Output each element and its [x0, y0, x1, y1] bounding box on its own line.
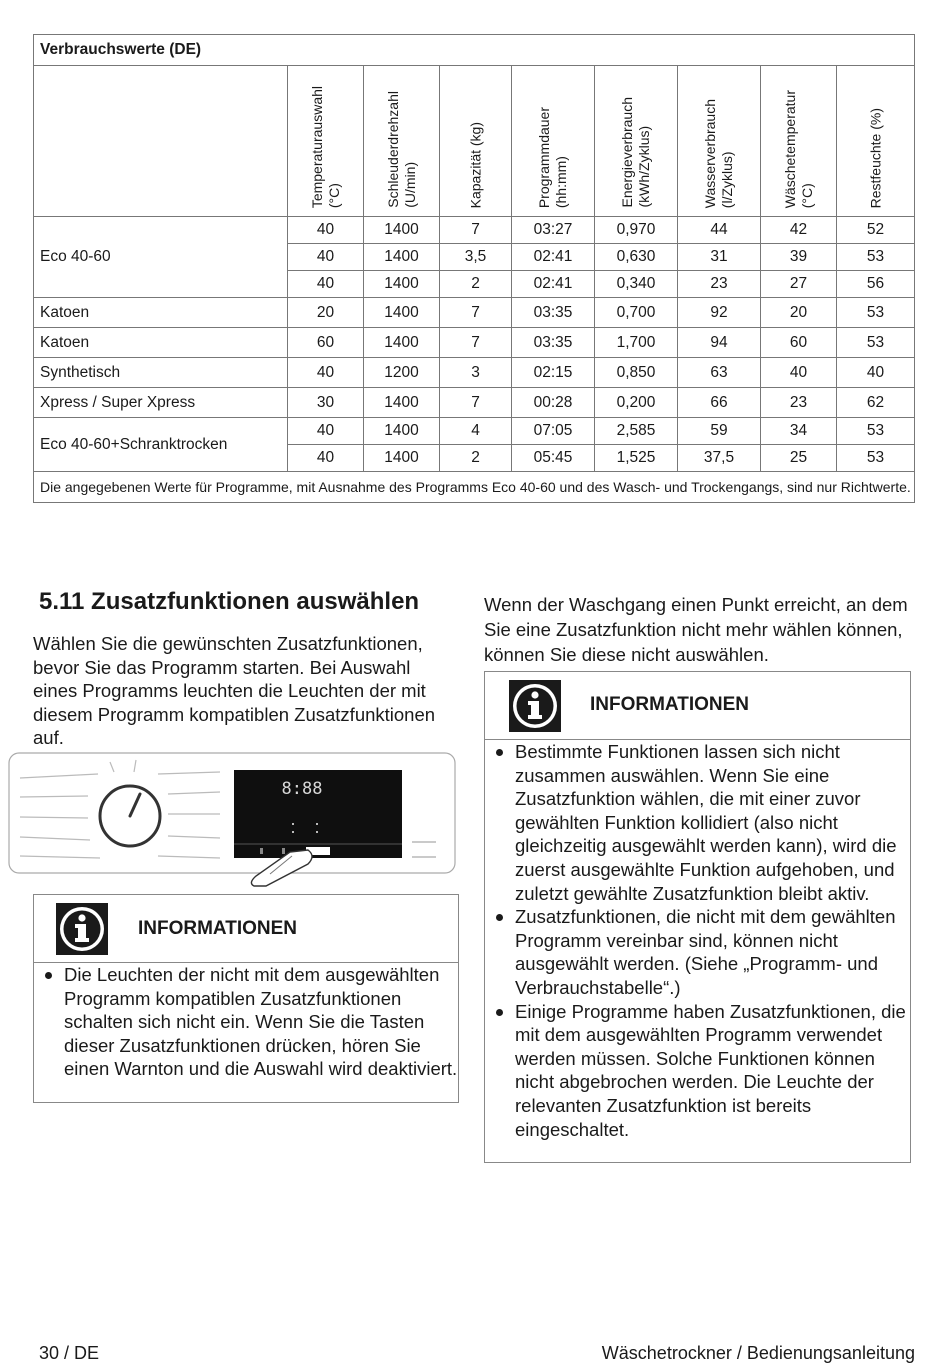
table-cell: 40 [288, 217, 364, 244]
program-name: Eco 40-60+Schranktrocken [34, 418, 288, 472]
table-cell: 20 [761, 298, 837, 328]
table-cell: 05:45 [512, 445, 595, 472]
header-temperature: Temperaturauswahl (°C) [288, 66, 364, 217]
table-cell: 53 [837, 298, 915, 328]
table-cell: 03:35 [512, 298, 595, 328]
table-cell: 02:41 [512, 244, 595, 271]
table-cell: 37,5 [678, 445, 761, 472]
table-cell: 0,340 [595, 271, 678, 298]
table-footnote: Die angegebenen Werte für Programme, mit Ausnahme des Programms Eco 40-60 und des Wasch- und Trockengangs, sind nur Richtwerte. [34, 472, 915, 503]
table-cell: 53 [837, 418, 915, 445]
table-cell: 63 [678, 358, 761, 388]
header-spin-speed: Schleuderdrehzahl (U/min) [364, 66, 440, 217]
table-cell: 53 [837, 445, 915, 472]
table-cell: 42 [761, 217, 837, 244]
table-cell: 92 [678, 298, 761, 328]
program-name: Katoen [34, 328, 288, 358]
table-cell: 3,5 [440, 244, 512, 271]
table-cell: 53 [837, 244, 915, 271]
table-cell: 40 [288, 418, 364, 445]
info-list [485, 740, 910, 1141]
header-capacity: Kapazität (kg) [440, 66, 512, 217]
consumption-table [33, 34, 915, 503]
info-icon [509, 680, 561, 732]
document-title: Wäschetrockner / Bedienungsanleitung [601, 1343, 915, 1363]
table-cell: 1400 [364, 328, 440, 358]
display-digits: 8:88 [281, 779, 323, 799]
table-cell: 1200 [364, 358, 440, 388]
header-blank [34, 66, 288, 217]
table-title: Verbrauchswerte (DE) [34, 35, 915, 66]
table-cell: 40 [288, 244, 364, 271]
table-cell: 2 [440, 445, 512, 472]
table-cell: 31 [678, 244, 761, 271]
info-box-header [485, 672, 910, 740]
table-cell: 1400 [364, 271, 440, 298]
info-box-right [484, 671, 911, 1163]
table-cell: 1400 [364, 217, 440, 244]
table-cell: 0,700 [595, 298, 678, 328]
table-cell: 02:15 [512, 358, 595, 388]
table-cell: 27 [761, 271, 837, 298]
table-cell: 39 [761, 244, 837, 271]
info-item: Zusatzfunktionen, die nicht mit dem gewählten Programm vereinbar sind, können nicht ausgewählt werden. (Siehe „Programm- und Verbrauchstabelle“.) [485, 905, 910, 999]
table-cell: 52 [837, 217, 915, 244]
table-cell: 53 [837, 328, 915, 358]
info-item: Die Leuchten der nicht mit dem ausgewählten Programm kompatiblen Zusatzfunktionen schalten sich nicht ein. Wenn Sie die Tasten dieser Zusatzfunktionen drücken, hören Sie einen Warnton und die Auswahl wird deaktiviert. [34, 963, 458, 1081]
table-row [34, 328, 915, 358]
table-cell: 02:41 [512, 271, 595, 298]
table-cell: 40 [761, 358, 837, 388]
info-box-left [33, 894, 459, 1103]
table-cell: 40 [288, 271, 364, 298]
table-cell: 44 [678, 217, 761, 244]
table-cell: 1400 [364, 445, 440, 472]
table-cell: 2 [440, 271, 512, 298]
info-icon [56, 903, 108, 955]
table-cell: 94 [678, 328, 761, 358]
table-cell: 60 [761, 328, 837, 358]
table-cell: 2,585 [595, 418, 678, 445]
intro-paragraph: Wählen Sie die gewünschten Zusatzfunktionen, bevor Sie das Programm starten. Bei Auswahl eines Programms leuchten die Leuchten der mit diesem Programm kompatiblen Zusatzfunktionen auf. [33, 633, 436, 749]
table-cell: 7 [440, 298, 512, 328]
header-laundry-temperature: Wäschetemperatur (°C) [761, 66, 837, 217]
table-cell: 1400 [364, 418, 440, 445]
table-row [34, 298, 915, 328]
table-cell: 60 [288, 328, 364, 358]
table-row [34, 388, 915, 418]
header-duration: Programmdauer (hh:mm) [512, 66, 595, 217]
header-water: Wasserverbrauch (l/Zyklus) [678, 66, 761, 217]
table-cell: 00:28 [512, 388, 595, 418]
table-cell: 7 [440, 217, 512, 244]
info-list [34, 963, 458, 1081]
table-cell: 40 [288, 358, 364, 388]
table-cell: 07:05 [512, 418, 595, 445]
right-intro-paragraph: Wenn der Waschgang einen Punkt erreicht, an dem Sie eine Zusatzfunktion nicht mehr wählen können, können Sie diese nicht auswählen. [484, 594, 908, 665]
table-cell: 56 [837, 271, 915, 298]
table-cell: 1400 [364, 298, 440, 328]
program-name: Katoen [34, 298, 288, 328]
section-heading: 5.11 Zusatzfunktionen auswählen [39, 588, 420, 615]
table-cell: 34 [761, 418, 837, 445]
table-cell: 1,525 [595, 445, 678, 472]
table-cell: 30 [288, 388, 364, 418]
table-cell: 62 [837, 388, 915, 418]
table-cell: 7 [440, 388, 512, 418]
table-cell: 23 [678, 271, 761, 298]
table-cell: 0,850 [595, 358, 678, 388]
table-cell: 40 [288, 445, 364, 472]
table-row [34, 418, 915, 445]
table-row [34, 217, 915, 244]
table-cell: 0,630 [595, 244, 678, 271]
header-residual-moisture: Restfeuchte (%) [837, 66, 915, 217]
table-cell: 4 [440, 418, 512, 445]
page-number: 30 / DE [39, 1343, 100, 1363]
table-cell: 20 [288, 298, 364, 328]
table-cell: 03:35 [512, 328, 595, 358]
table-cell: 66 [678, 388, 761, 418]
info-box-header [34, 895, 458, 963]
table-row [34, 358, 915, 388]
table-cell: 0,200 [595, 388, 678, 418]
program-name: Xpress / Super Xpress [34, 388, 288, 418]
table-cell: 3 [440, 358, 512, 388]
table-cell: 23 [761, 388, 837, 418]
info-item: Einige Programme haben Zusatzfunktionen, die mit dem ausgewählten Programm verwendet werden müssen. Solche Funktionen können nicht abgebrochen werden. Die Leuchte der relevanten Zusatzfunktion ist bereits eingeschaltet. [485, 1000, 910, 1142]
program-name: Eco 40-60 [34, 217, 288, 298]
info-item: Bestimmte Funktionen lassen sich nicht zusammen auswählen. Wenn Sie eine Zusatzfunktion wählen, die mit einer zuvor gewählten Funktion kollidiert (also nicht gleichzeitig ausgewählt werden kann), wird die zuerst ausgewählte Funktion aufgehoben, und zuletzt gewählte Zusatzfunktion bleibt aktiv. [485, 740, 910, 905]
table-cell: 59 [678, 418, 761, 445]
header-energy: Energieverbrauch (kWh/Zyklus) [595, 66, 678, 217]
table-cell: 25 [761, 445, 837, 472]
table-cell: 1400 [364, 388, 440, 418]
table-cell: 0,970 [595, 217, 678, 244]
table-cell: 40 [837, 358, 915, 388]
table-cell: 1,700 [595, 328, 678, 358]
table-cell: 1400 [364, 244, 440, 271]
control-panel-illustration [8, 752, 458, 887]
table-cell: 7 [440, 328, 512, 358]
program-name: Synthetisch [34, 358, 288, 388]
info-title: INFORMATIONEN [138, 918, 298, 939]
table-cell: 03:27 [512, 217, 595, 244]
info-title: INFORMATIONEN [590, 694, 750, 715]
